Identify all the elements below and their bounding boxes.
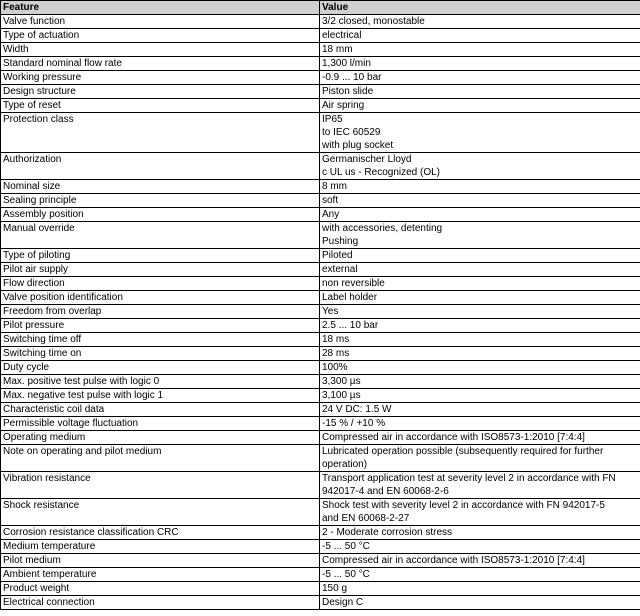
spec-table-body	[1, 15, 640, 610]
value-line: -0.9 ... 10 bar	[322, 72, 382, 83]
value-cell	[320, 29, 640, 43]
value-cell	[320, 347, 640, 361]
value-line: Lubricated operation possible (subsequently required for further	[322, 446, 604, 457]
value-line: 3,300 µs	[322, 376, 361, 387]
table-row	[1, 99, 640, 113]
feature-cell: Standard nominal flow rate	[1, 57, 320, 71]
value-line: external	[322, 264, 358, 275]
value-cell	[320, 431, 640, 445]
table-row	[1, 29, 640, 43]
feature-cell: Operating medium	[1, 431, 320, 445]
value-cell	[320, 554, 640, 568]
table-row	[1, 43, 640, 57]
value-cell	[320, 57, 640, 71]
table-row	[1, 153, 640, 180]
feature-cell: Flow direction	[1, 277, 320, 291]
value-line: and EN 60068-2-27	[322, 513, 410, 524]
value-cell	[320, 291, 640, 305]
value-cell	[320, 208, 640, 222]
value-cell	[320, 71, 640, 85]
value-line: 24 V DC: 1.5 W	[322, 404, 392, 415]
value-line: Piston slide	[322, 86, 374, 97]
value-line: c UL us - Recognized (OL)	[322, 167, 441, 178]
table-row	[1, 347, 640, 361]
spec-table-header	[1, 1, 640, 15]
table-row	[1, 417, 640, 431]
table-row	[1, 180, 640, 194]
feature-cell: Sealing principle	[1, 194, 320, 208]
feature-cell: Note on operating and pilot medium	[1, 445, 320, 472]
value-cell	[320, 499, 640, 526]
value-cell	[320, 249, 640, 263]
value-line: 2.5 ... 10 bar	[322, 320, 379, 331]
feature-cell: Type of actuation	[1, 29, 320, 43]
value-cell	[320, 43, 640, 57]
feature-cell: Permissible voltage fluctuation	[1, 417, 320, 431]
value-line: IP65	[322, 114, 343, 125]
value-cell	[320, 99, 640, 113]
feature-cell: Authorization	[1, 153, 320, 180]
feature-cell: Corrosion resistance classification CRC	[1, 526, 320, 540]
value-cell	[320, 361, 640, 375]
value-cell	[320, 153, 640, 180]
value-line: 3,100 µs	[322, 390, 361, 401]
value-line: 100%	[322, 362, 348, 373]
feature-cell: Freedom from overlap	[1, 305, 320, 319]
table-row	[1, 263, 640, 277]
value-cell	[320, 85, 640, 99]
table-row	[1, 208, 640, 222]
feature-cell: Ambient temperature	[1, 568, 320, 582]
feature-cell: Type of piloting	[1, 249, 320, 263]
feature-cell: Pilot medium	[1, 554, 320, 568]
column-header-value: Value	[320, 1, 640, 15]
table-row	[1, 249, 640, 263]
value-line: Any	[322, 209, 340, 220]
table-row	[1, 596, 640, 610]
value-cell	[320, 263, 640, 277]
value-cell	[320, 15, 640, 29]
value-line: electrical	[322, 30, 362, 41]
value-line: Piloted	[322, 250, 353, 261]
value-line: 28 ms	[322, 348, 350, 359]
value-line: operation)	[322, 459, 368, 470]
value-cell	[320, 417, 640, 431]
value-cell	[320, 568, 640, 582]
table-row	[1, 222, 640, 249]
table-row	[1, 403, 640, 417]
table-row	[1, 445, 640, 472]
value-cell	[320, 582, 640, 596]
table-row	[1, 361, 640, 375]
table-row	[1, 526, 640, 540]
value-line: to IEC 60529	[322, 127, 381, 138]
table-row	[1, 540, 640, 554]
value-line: Yes	[322, 306, 339, 317]
value-line: Air spring	[322, 100, 365, 111]
value-line: with accessories, detenting	[322, 223, 443, 234]
value-line: 1,300 l/min	[322, 58, 371, 69]
value-cell	[320, 596, 640, 610]
value-cell	[320, 375, 640, 389]
table-row	[1, 291, 640, 305]
value-line: Transport application test at severity level 2 in accordance with FN	[322, 473, 616, 484]
feature-cell: Max. negative test pulse with logic 1	[1, 389, 320, 403]
feature-cell: Protection class	[1, 113, 320, 153]
value-line: -15 % / +10 %	[322, 418, 386, 429]
header-row	[1, 1, 640, 15]
feature-cell: Valve position identification	[1, 291, 320, 305]
feature-cell: Product weight	[1, 582, 320, 596]
value-cell	[320, 445, 640, 472]
feature-cell: Valve function	[1, 15, 320, 29]
value-line: -5 ... 50 °C	[322, 541, 370, 552]
feature-cell: Pilot pressure	[1, 319, 320, 333]
value-line: -5 ... 50 °C	[322, 569, 370, 580]
feature-cell: Nominal size	[1, 180, 320, 194]
feature-cell: Vibration resistance	[1, 472, 320, 499]
value-line: 150 g	[322, 583, 348, 594]
value-cell	[320, 526, 640, 540]
feature-cell: Design structure	[1, 85, 320, 99]
value-cell	[320, 113, 640, 153]
feature-cell: Switching time off	[1, 333, 320, 347]
value-line: Compressed air in accordance with ISO8573-1:2010 [7:4:4]	[322, 432, 585, 443]
table-row	[1, 389, 640, 403]
value-line: Germanischer Lloyd	[322, 154, 412, 165]
value-line: soft	[322, 195, 339, 206]
table-row	[1, 568, 640, 582]
feature-cell: Width	[1, 43, 320, 57]
value-cell	[320, 472, 640, 499]
value-cell	[320, 194, 640, 208]
value-line: 3/2 closed, monostable	[322, 16, 425, 27]
value-cell	[320, 389, 640, 403]
table-row	[1, 499, 640, 526]
value-cell	[320, 180, 640, 194]
feature-cell: Manual override	[1, 222, 320, 249]
value-line: Compressed air in accordance with ISO8573-1:2010 [7:4:4]	[322, 555, 585, 566]
feature-cell: Working pressure	[1, 71, 320, 85]
feature-cell: Electrical connection	[1, 596, 320, 610]
value-cell	[320, 403, 640, 417]
table-row	[1, 431, 640, 445]
table-row	[1, 582, 640, 596]
feature-cell: Type of reset	[1, 99, 320, 113]
value-cell	[320, 319, 640, 333]
column-header-feature: Feature	[1, 1, 320, 15]
value-cell	[320, 277, 640, 291]
feature-cell: Max. positive test pulse with logic 0	[1, 375, 320, 389]
table-row	[1, 472, 640, 499]
value-line: Pushing	[322, 236, 359, 247]
value-line: Shock test with severity level 2 in accordance with FN 942017-5	[322, 500, 605, 511]
feature-cell: Assembly position	[1, 208, 320, 222]
feature-cell: Duty cycle	[1, 361, 320, 375]
value-line: with plug socket	[322, 140, 394, 151]
table-row	[1, 554, 640, 568]
feature-cell: Switching time on	[1, 347, 320, 361]
value-cell	[320, 540, 640, 554]
value-line: Design C	[322, 597, 364, 608]
table-row	[1, 333, 640, 347]
value-line: Label holder	[322, 292, 378, 303]
table-row	[1, 277, 640, 291]
table-row	[1, 57, 640, 71]
value-line: 8 mm	[322, 181, 347, 192]
feature-cell: Medium temperature	[1, 540, 320, 554]
value-line: 2 - Moderate corrosion stress	[322, 527, 453, 538]
table-row	[1, 71, 640, 85]
table-row	[1, 85, 640, 99]
feature-cell: Characteristic coil data	[1, 403, 320, 417]
table-row	[1, 305, 640, 319]
table-row	[1, 15, 640, 29]
value-cell	[320, 333, 640, 347]
value-cell	[320, 222, 640, 249]
value-line: 18 ms	[322, 334, 350, 345]
table-row	[1, 375, 640, 389]
table-row	[1, 194, 640, 208]
value-cell	[320, 305, 640, 319]
table-row	[1, 113, 640, 153]
feature-cell: Pilot air supply	[1, 263, 320, 277]
value-line: 942017-4 and EN 60068-2-6	[322, 486, 449, 497]
feature-cell: Shock resistance	[1, 499, 320, 526]
table-row	[1, 319, 640, 333]
value-line: 18 mm	[322, 44, 353, 55]
value-line: non reversible	[322, 278, 385, 289]
